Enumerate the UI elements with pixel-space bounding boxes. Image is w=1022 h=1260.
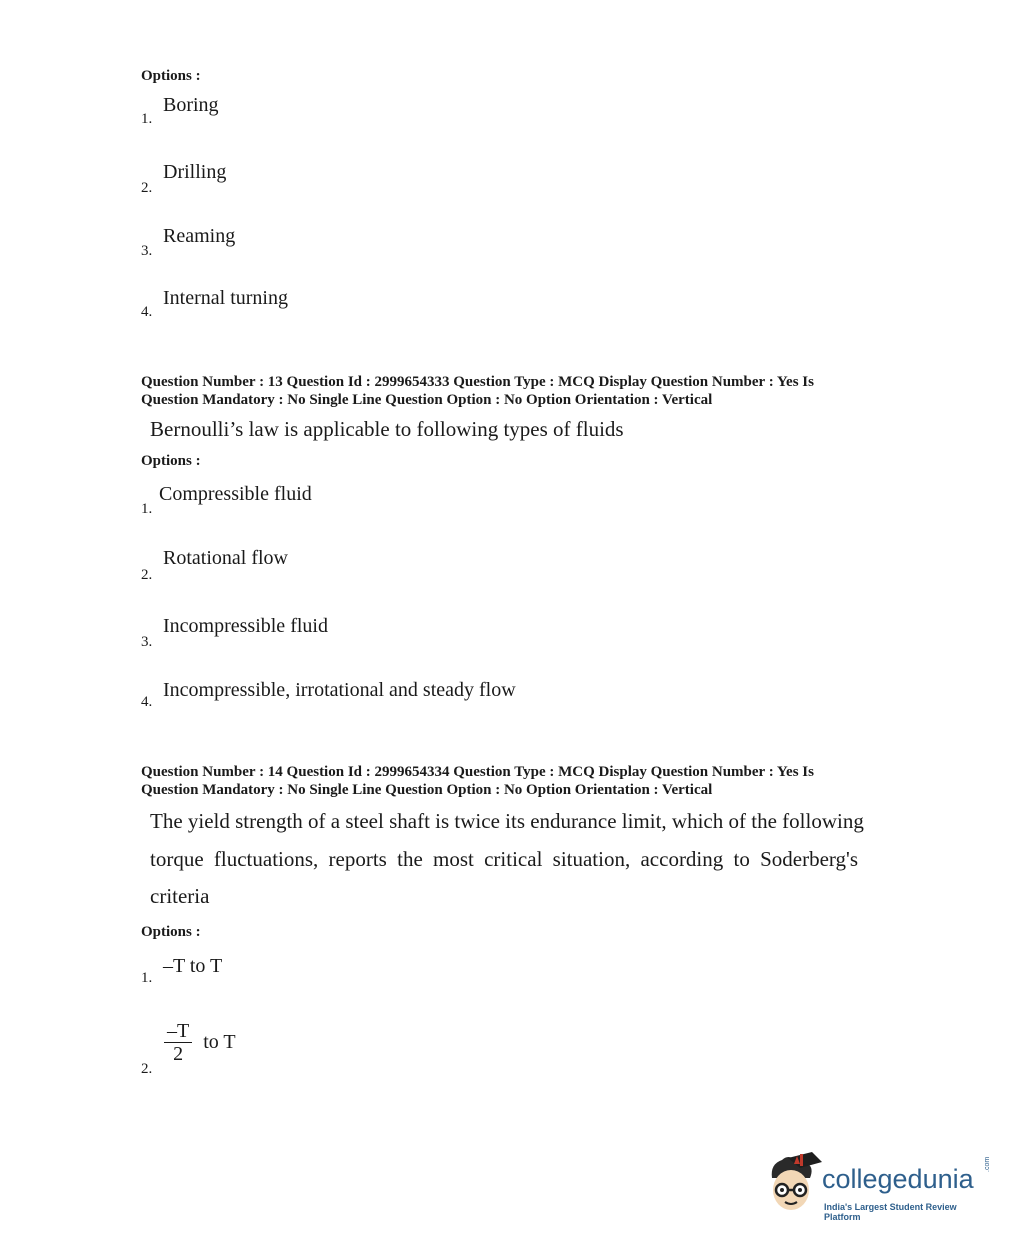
q13-option-2-text: Rotational flow bbox=[163, 547, 288, 569]
q12-option-2-text: Drilling bbox=[163, 161, 227, 183]
q12-option-4-number: 4. bbox=[141, 304, 153, 320]
q14-option-2-suffix: to T bbox=[203, 1031, 236, 1053]
q12-option-1-number: 1. bbox=[141, 111, 153, 127]
brand-name: collegedunia bbox=[822, 1164, 974, 1194]
q12-option-3-number: 3. bbox=[141, 243, 153, 259]
mascot-icon bbox=[764, 1152, 824, 1222]
q14-option-1-number: 1. bbox=[141, 970, 153, 986]
q14-meta-line-2: Question Mandatory : No Single Line Question Option : No Option Orientation : Vertical bbox=[141, 782, 713, 798]
q13-option-1-number: 1. bbox=[141, 501, 153, 517]
q14-meta bbox=[141, 763, 901, 799]
q14-option-1-text: –T to T bbox=[163, 955, 223, 977]
q14-meta-line-1: Question Number : 14 Question Id : 2999654334 Question Type : MCQ Display Question Number : Yes Is bbox=[141, 764, 814, 780]
q13-option-2-number: 2. bbox=[141, 567, 153, 583]
q14-options-label: Options : bbox=[141, 924, 201, 940]
q14-option-2-text bbox=[164, 1020, 236, 1065]
q14-question-line-2: torque fluctuations, reports the most critical situation, according to Soderberg's bbox=[150, 847, 858, 871]
q13-option-3-number: 3. bbox=[141, 634, 153, 650]
brand-dotcom: .com bbox=[984, 1156, 991, 1172]
q12-option-1-text: Boring bbox=[163, 94, 219, 116]
q14-option-2-denominator: 2 bbox=[173, 1043, 184, 1065]
q13-options-label: Options : bbox=[141, 453, 201, 469]
q14-question-line-3: criteria bbox=[150, 884, 210, 908]
q12-option-4-text: Internal turning bbox=[163, 287, 288, 309]
q14-option-2-number: 2. bbox=[141, 1061, 153, 1077]
q13-option-1-text: Compressible fluid bbox=[159, 483, 312, 505]
q13-question-text: Bernoulli’s law is applicable to following types of fluids bbox=[150, 417, 624, 441]
q12-option-3-text: Reaming bbox=[163, 225, 236, 247]
q13-meta-line-2: Question Mandatory : No Single Line Question Option : No Option Orientation : Vertical bbox=[141, 392, 713, 408]
q12-options-label: Options : bbox=[141, 68, 201, 84]
q13-meta-line-1: Question Number : 13 Question Id : 2999654333 Question Type : MCQ Display Question Number : Yes Is bbox=[141, 374, 814, 390]
q13-meta bbox=[141, 373, 901, 409]
q12-option-2-number: 2. bbox=[141, 180, 153, 196]
brand-tagline: India's Largest Student Review Platform bbox=[824, 1202, 957, 1222]
collegedunia-logo bbox=[764, 1152, 994, 1222]
q14-option-2-numerator: –T bbox=[164, 1020, 192, 1043]
q13-option-3-text: Incompressible fluid bbox=[163, 615, 328, 637]
q13-option-4-number: 4. bbox=[141, 694, 153, 710]
q14-question-line-1: The yield strength of a steel shaft is twice its endurance limit, which of the following bbox=[150, 809, 864, 833]
q14-option-2-fraction bbox=[164, 1020, 192, 1065]
q13-option-4-text: Incompressible, irrotational and steady flow bbox=[163, 679, 516, 701]
